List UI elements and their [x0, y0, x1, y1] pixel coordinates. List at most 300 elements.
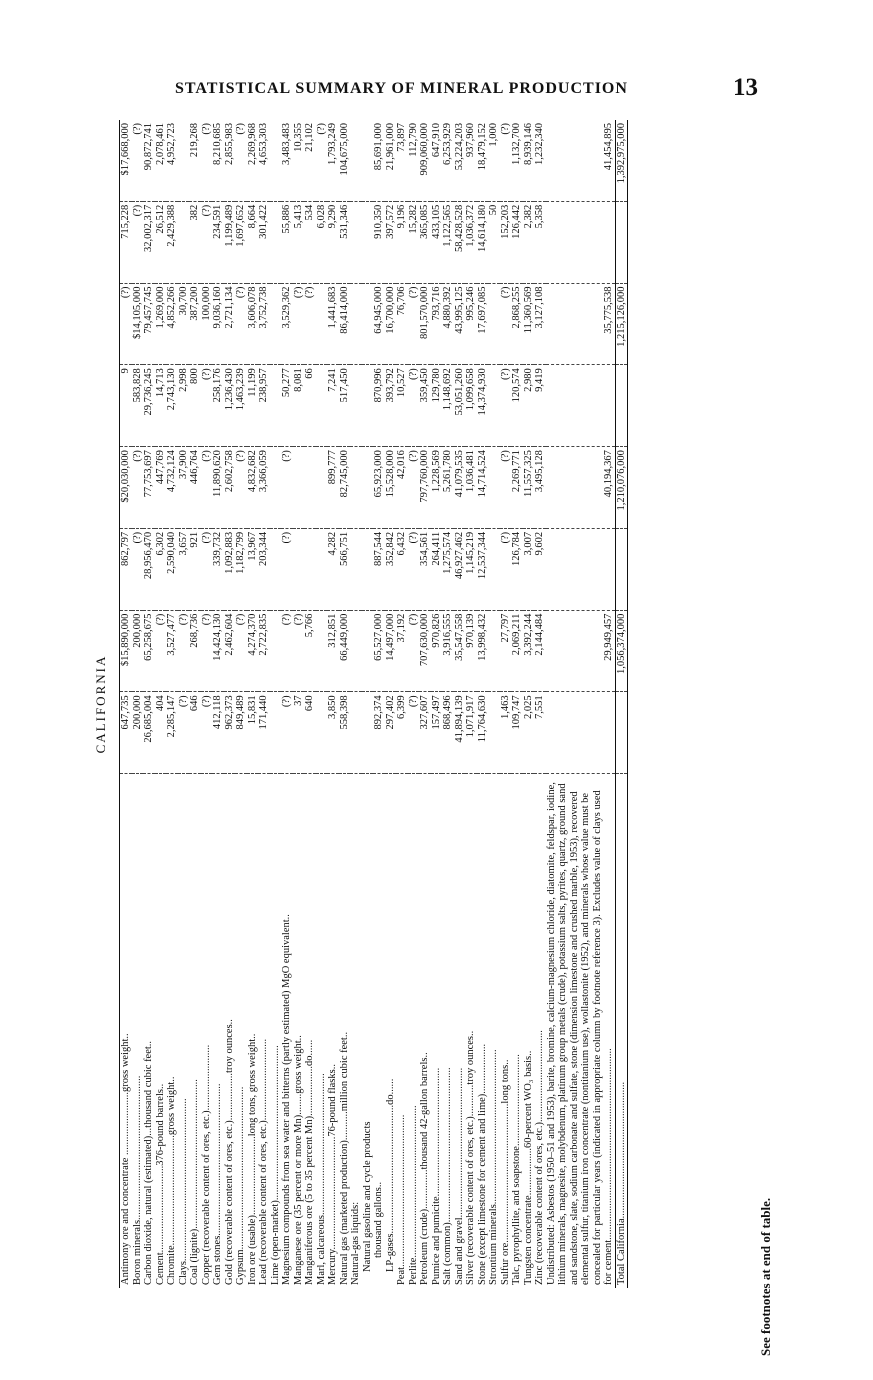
row-value [350, 447, 362, 529]
table-row [201, 120, 213, 1288]
row-value: (?) [500, 283, 512, 365]
row-value: 14,714,524 [477, 447, 489, 529]
table-row [189, 120, 201, 1288]
row-value: 1,236,430 [224, 365, 236, 447]
row-value: 2,269,771 [511, 447, 523, 529]
row-value: 1,145,219 [465, 528, 477, 610]
row-value: (?) [293, 283, 305, 365]
row-value: 13,998,432 [477, 610, 489, 692]
row-value: 1,232,340 [534, 120, 546, 201]
row-value: 65,923,000 [373, 447, 385, 529]
table-row [258, 120, 270, 1288]
row-value: (?) [235, 283, 247, 365]
row-value: 2,025 [523, 692, 535, 774]
row-value: 921 [189, 528, 201, 610]
row-value [178, 120, 190, 201]
table-row [281, 120, 293, 1288]
row-value: 887,544 [373, 528, 385, 610]
row-value: 17,697,085 [477, 283, 489, 365]
row-value: 11,764,630 [477, 692, 489, 774]
row-value [316, 528, 328, 610]
row-value: 2,590,040 [166, 528, 178, 610]
row-value: 862,797 [120, 528, 132, 610]
row-value: 4,832,682 [247, 447, 259, 529]
table-row [465, 120, 477, 1288]
row-value: 970,139 [465, 610, 477, 692]
row-value [270, 610, 282, 692]
row-value: 995,246 [465, 283, 477, 365]
row-value: 647,735 [120, 692, 132, 774]
row-value: (?) [500, 447, 512, 529]
row-value: 647,910 [431, 120, 443, 201]
row-value: 5,766 [304, 610, 316, 692]
row-label: Natural gas (marketed production)...........million cubic feet.. [338, 1031, 350, 1285]
row-value: (?) [201, 610, 213, 692]
row-value: 566,751 [339, 528, 351, 610]
row-label: LP-gases.................................................do...... [384, 1078, 396, 1272]
row-value: 2,382 [523, 201, 535, 283]
row-value: $20,030,000 [120, 447, 132, 529]
row-value: 3,495,128 [534, 447, 546, 529]
row-value: 26,512 [155, 201, 167, 283]
row-value: 27,797 [500, 610, 512, 692]
row-label: Pumice and pumicite................................................. [430, 1067, 442, 1285]
row-label: Clays.............................................................. [177, 1098, 189, 1285]
row-value: 32,002,317 [143, 201, 155, 283]
row-value: 203,344 [258, 528, 270, 610]
row-value: (?) [281, 528, 293, 610]
row-value: 46,927,462 [454, 528, 466, 610]
row-value: 1,071,917 [465, 692, 477, 774]
row-value: 4,852,266 [166, 283, 178, 365]
row-value: 100,000 [201, 283, 213, 365]
table-row [270, 120, 282, 1288]
row-value: 909,060,000 [419, 120, 431, 201]
row-label: Natural-gas liquids: [350, 1201, 361, 1285]
table-row [546, 120, 616, 1288]
row-value: 66 [304, 365, 316, 447]
row-value: 264,411 [431, 528, 443, 610]
row-value: (?) [132, 528, 144, 610]
row-value: (?) [408, 447, 420, 529]
row-value: 64,945,000 [373, 283, 385, 365]
row-value: 1,056,374,000 [615, 610, 628, 692]
row-value: 200,000 [132, 692, 144, 774]
table-row [477, 120, 489, 1288]
row-value: 37,192 [396, 610, 408, 692]
row-label: Cement.................................376-pound barrels.. [154, 1083, 166, 1285]
row-label: Tungsten concentrate..................60-percent WO₃ basis.. [522, 1050, 534, 1285]
row-value: 73,897 [396, 120, 408, 201]
row-value [350, 365, 362, 447]
table-row [523, 120, 535, 1288]
row-value [362, 283, 374, 365]
row-value [270, 120, 282, 201]
row-value [362, 528, 374, 610]
row-value: 1,463 [500, 692, 512, 774]
row-value [316, 692, 328, 774]
row-value: 7,551 [534, 692, 546, 774]
row-value: 29,736,245 [143, 365, 155, 447]
row-value: 50,277 [281, 365, 293, 447]
row-value: 21,961,000 [385, 120, 397, 201]
row-value: 2,462,604 [224, 610, 236, 692]
row-value: 10,527 [396, 365, 408, 447]
row-value [316, 610, 328, 692]
row-value: 382 [189, 201, 201, 283]
row-value: 3,529,362 [281, 283, 293, 365]
row-value: 2,144,484 [534, 610, 546, 692]
row-value: 4,282 [327, 528, 339, 610]
row-value: 1,215,126,000 [615, 283, 628, 365]
row-value: 58,428,528 [454, 201, 466, 283]
row-value: 12,537,344 [477, 528, 489, 610]
row-value: 9,419 [534, 365, 546, 447]
row-value: 76,706 [396, 283, 408, 365]
row-value: 14,374,930 [477, 365, 489, 447]
row-value: 3,527,477 [166, 610, 178, 692]
row-value: 327,607 [419, 692, 431, 774]
row-label: Copper (recoverable content of ores, etc.)......................... [200, 1044, 212, 1285]
mineral-production-table [119, 120, 628, 1288]
row-label: Gypsum.............................................................. [235, 1086, 246, 1285]
row-value: 258,176 [212, 365, 224, 447]
row-value [350, 120, 362, 201]
row-value: 11,199 [247, 365, 259, 447]
row-value: 129,780 [431, 365, 443, 447]
row-value: (?) [281, 610, 293, 692]
row-value: 8,664 [247, 201, 259, 283]
row-value: 1,463,239 [235, 365, 247, 447]
row-value: 4,653,303 [258, 120, 270, 201]
row-value: 3,007 [523, 528, 535, 610]
row-value: 66,449,000 [339, 610, 351, 692]
row-value [304, 528, 316, 610]
row-value: 2,721,134 [224, 283, 236, 365]
page-title: STATISTICAL SUMMARY OF MINERAL PRODUCTION [175, 80, 628, 97]
row-label: Silver (recoverable content of ores, etc.)............troy ounces.. [465, 1030, 476, 1285]
row-value: 26,685,004 [143, 692, 155, 774]
row-label: Sulfur ore.....................................................long tons.. [499, 1059, 511, 1285]
row-value: 640 [304, 692, 316, 774]
row-value: (?) [201, 447, 213, 529]
row-value [178, 201, 190, 283]
row-value: 8,081 [293, 365, 305, 447]
row-value [270, 528, 282, 610]
table-row [350, 120, 362, 1288]
row-value: 393,792 [385, 365, 397, 447]
row-value: 29,949,457 [546, 610, 616, 692]
row-value: 359,450 [419, 365, 431, 447]
row-value [350, 201, 362, 283]
row-value: 120,574 [511, 365, 523, 447]
row-label: Peat.......................................................... [396, 1114, 407, 1285]
row-value: 15,282 [408, 201, 420, 283]
row-value: 446,764 [189, 447, 201, 529]
table-row [155, 120, 167, 1288]
row-value [270, 201, 282, 283]
row-value: 6,253,929 [442, 120, 454, 201]
row-value: 1,793,249 [327, 120, 339, 201]
row-value [350, 610, 362, 692]
row-value: (?) [500, 120, 512, 201]
row-value: 53,224,203 [454, 120, 466, 201]
row-value [615, 692, 628, 774]
row-value: 79,457,745 [143, 283, 155, 365]
row-label: thousand gallons.. [373, 1181, 384, 1258]
row-value: 2,429,388 [166, 201, 178, 283]
row-value: 5,413 [293, 201, 305, 283]
row-value [488, 692, 500, 774]
row-value: 14,424,130 [212, 610, 224, 692]
row-value: 1,269,000 [155, 283, 167, 365]
row-value: 517,450 [339, 365, 351, 447]
row-value: 899,777 [327, 447, 339, 529]
row-label: Gold (recoverable content of ores, etc.)..................troy ounces.. [223, 1019, 235, 1285]
row-value: 365,085 [419, 201, 431, 283]
row-value: 3,916,555 [442, 610, 454, 692]
row-value [362, 447, 374, 529]
row-value: (?) [132, 447, 144, 529]
row-value: 1,441,683 [327, 283, 339, 365]
row-value: 65,258,675 [143, 610, 155, 692]
row-value: 11,360,569 [523, 283, 535, 365]
row-value: 892,374 [373, 692, 385, 774]
row-value: 1,182,799 [235, 528, 247, 610]
row-value [362, 201, 374, 283]
row-value: (?) [281, 692, 293, 774]
row-label: Salt (common)........................................................... [442, 1067, 453, 1285]
row-value: 2,855,983 [224, 120, 236, 201]
row-value: 112,790 [408, 120, 420, 201]
row-label: Boron minerals....................................................... [131, 1075, 143, 1285]
row-value: 40,194,367 [546, 447, 616, 529]
row-value [270, 283, 282, 365]
row-value: 3,752,738 [258, 283, 270, 365]
row-value: $15,890,000 [120, 610, 132, 692]
row-value: (?) [293, 610, 305, 692]
row-value: (?) [201, 120, 213, 201]
row-value: 1,210,076,000 [615, 447, 628, 529]
row-value: 14,713 [155, 365, 167, 447]
table-row [373, 120, 385, 1288]
row-value [316, 283, 328, 365]
row-label: Perlite.......................................................... [407, 1105, 419, 1285]
row-value: 4,274,370 [247, 610, 259, 692]
table-row [500, 120, 512, 1288]
table-row [511, 120, 523, 1288]
row-label: Mercury...........................................76-pound flasks.. [327, 1064, 338, 1285]
table-body [120, 120, 628, 1288]
footnote-reference [758, 1197, 802, 1356]
row-value [362, 692, 374, 774]
row-value: 870,996 [373, 365, 385, 447]
row-value: 404 [155, 692, 167, 774]
row-label: Zinc (recoverable content of ores, etc.)................................... [534, 1030, 545, 1285]
row-value: 4,732,124 [166, 447, 178, 529]
row-value: (?) [235, 610, 247, 692]
table-row [442, 120, 454, 1288]
row-value: 85,691,000 [373, 120, 385, 201]
row-value: 90,872,741 [143, 120, 155, 201]
row-value: 4,880,392 [442, 283, 454, 365]
row-value: 9,196 [396, 201, 408, 283]
row-value: (?) [408, 365, 420, 447]
row-value [488, 528, 500, 610]
row-value: 10,355 [293, 120, 305, 201]
table-row [454, 120, 466, 1288]
row-value: (?) [201, 201, 213, 283]
row-value: 801,570,000 [419, 283, 431, 365]
table-row [178, 120, 190, 1288]
row-value: 171,440 [258, 692, 270, 774]
row-value: (?) [178, 692, 190, 774]
row-label: Iron ore (usable)..............................long tons, gross weight.. [246, 1033, 258, 1285]
row-label: Petroleum (crude)...............thousand 42-gallon barrels.. [419, 1052, 430, 1285]
row-value [488, 365, 500, 447]
row-value: 126,784 [511, 528, 523, 610]
row-value: 2,602,758 [224, 447, 236, 529]
row-value: 41,079,535 [454, 447, 466, 529]
row-value: 9,036,160 [212, 283, 224, 365]
row-value: 126,442 [511, 201, 523, 283]
row-value: 37 [293, 692, 305, 774]
row-label: Stone (except limestone for cement and lime)................... [476, 1043, 488, 1285]
row-label: Strontium minerals........................................................... [488, 1049, 499, 1285]
row-value [350, 692, 362, 774]
row-label: Magnesium compounds from sea water and bitterns (partly estimated) MgO equivalent.. [281, 914, 292, 1285]
row-value [546, 692, 616, 774]
row-value: 387,200 [189, 283, 201, 365]
row-value [615, 201, 628, 283]
row-value: 104,675,000 [339, 120, 351, 201]
row-value: 352,842 [385, 528, 397, 610]
table-row [408, 120, 420, 1288]
row-value: 1,697,652 [235, 201, 247, 283]
row-value: 9,290 [327, 201, 339, 283]
row-value: 4,952,723 [166, 120, 178, 201]
row-value: (?) [408, 283, 420, 365]
row-value: 937,960 [465, 120, 477, 201]
row-value: 3,850 [327, 692, 339, 774]
row-value: 15,528,000 [385, 447, 397, 529]
row-value: (?) [155, 610, 167, 692]
row-value: 8,939,146 [523, 120, 535, 201]
row-value: 11,557,325 [523, 447, 535, 529]
row-value: 109,747 [511, 692, 523, 774]
row-value: 86,414,000 [339, 283, 351, 365]
table-row [304, 120, 316, 1288]
row-value: 5,358 [534, 201, 546, 283]
row-value: 2,269,968 [247, 120, 259, 201]
row-value: (?) [120, 283, 132, 365]
row-value: 41,894,139 [454, 692, 466, 774]
row-value: 1,122,565 [442, 201, 454, 283]
row-value: $17,668,000 [120, 120, 132, 201]
row-value: 797,760,000 [419, 447, 431, 529]
row-value [270, 447, 282, 529]
row-label: Chromite..........................................gross weight.. [166, 1076, 177, 1285]
row-value [304, 447, 316, 529]
row-value: (?) [132, 201, 144, 283]
row-value: 14,614,180 [477, 201, 489, 283]
row-value [293, 528, 305, 610]
row-value: 7,241 [327, 365, 339, 447]
row-label: Antimony ore and concentrate ........................gross weight.. [120, 774, 132, 1288]
row-value: (?) [281, 447, 293, 529]
row-value: 339,732 [212, 528, 224, 610]
row-value: 6,432 [396, 528, 408, 610]
row-value: 77,753,697 [143, 447, 155, 529]
row-value: 1,000 [488, 120, 500, 201]
row-value: (?) [235, 447, 247, 529]
row-value: 65,527,000 [373, 610, 385, 692]
row-value: 30,700 [178, 283, 190, 365]
row-value: 1,036,372 [465, 201, 477, 283]
row-value [362, 120, 374, 201]
row-value: 6,399 [396, 692, 408, 774]
row-value: 3,606,078 [247, 283, 259, 365]
row-value: (?) [235, 120, 247, 201]
footnote-text: See footnotes at end of table. [758, 1197, 773, 1356]
row-value: 3,127,108 [534, 283, 546, 365]
table-row [339, 120, 351, 1288]
row-value: 35,547,558 [454, 610, 466, 692]
row-value: 43,995,125 [454, 283, 466, 365]
row-value: 5,261,780 [442, 447, 454, 529]
row-value: 1,392,975,000 [615, 120, 628, 201]
row-value: 50 [488, 201, 500, 283]
row-value: 16,700,000 [385, 283, 397, 365]
row-value: 2,980 [523, 365, 535, 447]
row-value: 6,302 [155, 528, 167, 610]
table-row [132, 120, 144, 1288]
row-value: 1,148,692 [442, 365, 454, 447]
row-value: (?) [316, 120, 328, 201]
row-value: (?) [500, 528, 512, 610]
row-value: 9,602 [534, 528, 546, 610]
row-value [546, 365, 616, 447]
row-value: (?) [178, 610, 190, 692]
row-value: 1,092,883 [224, 528, 236, 610]
row-value: 11,890,620 [212, 447, 224, 529]
row-label: Marl, calcareous...................................................... [315, 1073, 327, 1285]
row-value: 238,957 [258, 365, 270, 447]
row-value: 35,775,538 [546, 283, 616, 365]
row-value: 397,572 [385, 201, 397, 283]
row-value: 14,497,000 [385, 610, 397, 692]
row-value [488, 610, 500, 692]
row-value: 2,868,255 [511, 283, 523, 365]
row-label: Talc, pyrophyllite, and soapstone................................... [511, 1054, 522, 1285]
row-value: (?) [132, 120, 144, 201]
row-label: Manganiferous ore (5 to 35 percent Mn)...................do...... [304, 1039, 315, 1285]
row-value [350, 283, 362, 365]
row-value: 1,099,658 [465, 365, 477, 447]
row-value: 3,483,483 [281, 120, 293, 201]
row-label: Lime (open-market)........................................................... [269, 1045, 281, 1285]
row-value: 234,591 [212, 201, 224, 283]
row-value: 200,000 [132, 610, 144, 692]
row-label: Gem stones.......................................................... [212, 1083, 223, 1285]
table-row [385, 120, 397, 1288]
table-row [143, 120, 155, 1288]
row-value: (?) [408, 610, 420, 692]
row-value: 1,199,489 [224, 201, 236, 283]
row-value: 9 [120, 365, 132, 447]
row-value: 6,028 [316, 201, 328, 283]
table-row [488, 120, 500, 1288]
